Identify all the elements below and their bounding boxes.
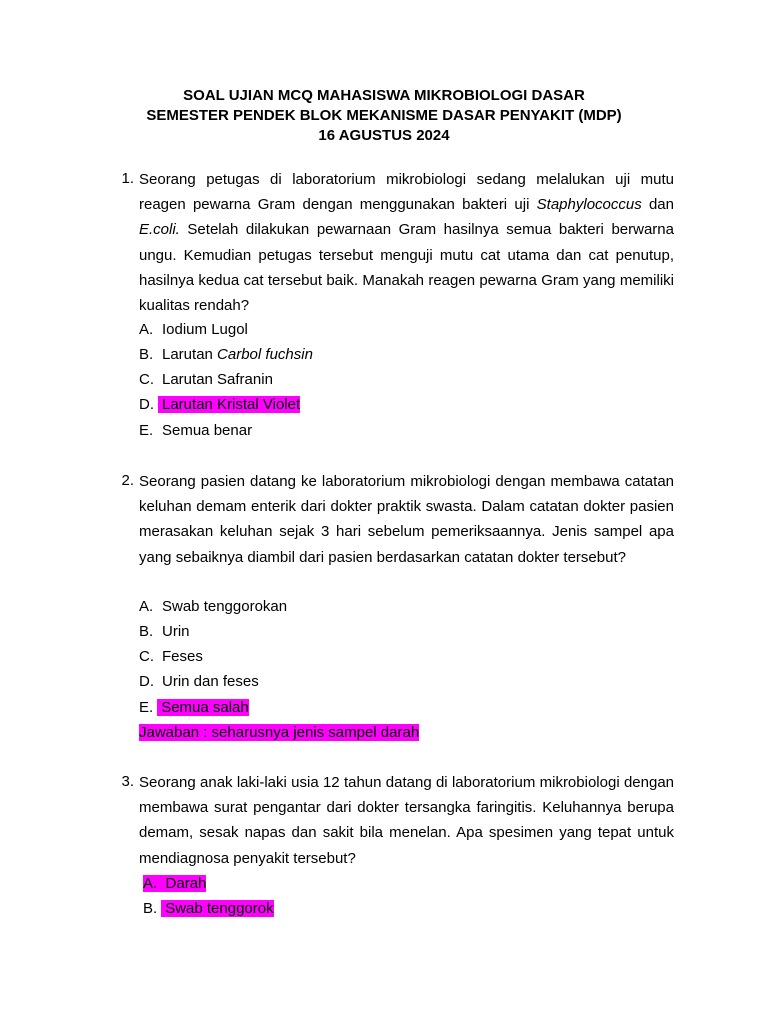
question-text: Seorang petugas di laboratorium mikrobiologi sedang melalukan uji mutu reagen pewarna Gram dengan menggunakan bakteri uji Staphylococcus dan E.coli. Setelah dilakukan pewarnaan Gram hasilnya semua bakteri berwarna ungu. Kemudian petugas tersebut menguji mutu cat utama dan cat penutup, hasilnya kedua cat tersebut baik. Manakah reagen pewarna Gram yang memiliki kualitas rendah? [139,171,674,315]
option-d-highlighted: D. Larutan Kristal Violet [139,396,301,413]
option-a: A. Iodium Lugol [139,321,248,338]
header-title: SOAL UJIAN MCQ MAHASISWA MIKROBIOLOGI DASAR [183,87,585,104]
answer-highlight: A. Darah [143,875,207,892]
document-header [0,86,768,146]
answer-highlight: Swab tenggorok [161,900,273,917]
question-number: 3. [121,773,134,790]
answer-highlight: Larutan Kristal Violet [158,396,300,413]
option-b-highlighted: B. Swab tenggorok [143,900,274,917]
option-e-highlighted: E. Semua salah [139,699,249,716]
option-c: C. Larutan Safranin [139,371,273,388]
header-subtitle: SEMESTER PENDEK BLOK MEKANISME DASAR PENYAKIT (MDP) [146,107,622,124]
answer-note [139,721,419,745]
option-a: A. Swab tenggorokan [139,598,288,615]
option-b: B. Urin [139,623,190,640]
question-number: 1. [121,170,134,187]
option-a-highlighted [143,872,206,896]
question-number: 2. [121,472,134,489]
answer-highlight: Semua salah [157,699,249,716]
option-d: D. Urin dan feses [139,673,259,690]
question-text: Seorang anak laki-laki usia 12 tahun datang di laboratorium mikrobiologi dengan membawa surat pengantar dari dokter tersangka faringitis. Keluhannya berupa demam, sesak napas dan sakit bila menelan. Apa spesimen yang tepat untuk mendiagnosa penyakit tersebut? [139,774,674,867]
option-c: C. Feses [139,648,203,665]
option-e: E. Semua benar [139,422,253,439]
answer-note-text: Jawaban : seharusnya jenis sampel darah [139,724,420,741]
question-text: Seorang pasien datang ke laboratorium mikrobiologi dengan membawa catatan keluhan demam enterik dari dokter praktik swasta. Dalam catatan dokter pasien merasakan keluhan sejak 3 hari sebelum pemeriksaannya. Jenis sampel apa yang sebaiknya diambil dari pasien berdasarkan catatan dokter tersebut? [139,473,674,566]
option-b: B. Larutan Carbol fuchsin [139,346,313,363]
header-date: 16 AGUSTUS 2024 [318,127,450,144]
